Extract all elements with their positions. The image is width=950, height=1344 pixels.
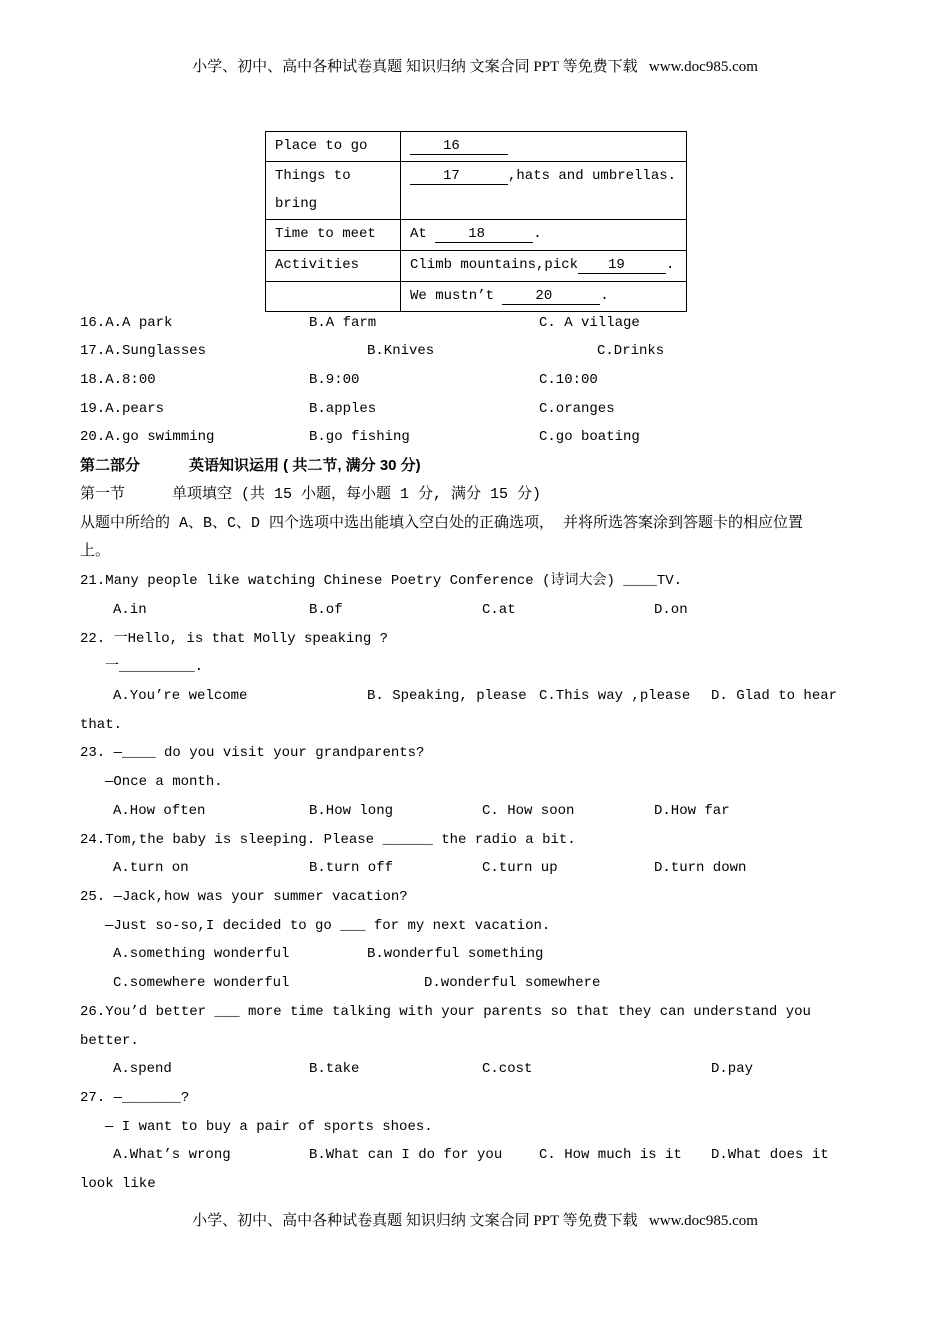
q25-options-row1 <box>0 940 950 969</box>
option-c: C.turn up <box>482 860 558 877</box>
option-b: B.of <box>309 601 343 618</box>
q27-continuation <box>0 1170 950 1199</box>
q25-reply <box>0 912 950 941</box>
option-a: A.in <box>113 601 147 618</box>
q25-stem <box>0 883 950 912</box>
option-b: B.go fishing <box>309 429 410 446</box>
option-d: D.How far <box>654 802 730 819</box>
q26-options <box>0 1055 950 1084</box>
value-text: . <box>600 288 609 304</box>
option-a <box>80 309 172 338</box>
option-c: C.cost <box>482 1061 533 1078</box>
row-label: Place to go <box>266 132 401 162</box>
instructions-line <box>0 538 950 567</box>
row-label: Things to bring <box>266 162 401 220</box>
q22-options <box>0 682 950 711</box>
q25-options-row2 <box>0 969 950 998</box>
option-b: B.take <box>309 1061 360 1078</box>
q24-stem <box>0 826 950 855</box>
value-text: . <box>666 257 675 273</box>
table-row <box>266 282 687 312</box>
option-b: B.turn off <box>309 860 394 877</box>
question-number: 19. <box>80 400 106 417</box>
q26-stem <box>0 998 950 1027</box>
question-number: 16. <box>80 314 106 331</box>
table-row <box>266 162 687 220</box>
option-d: D.pay <box>711 1061 754 1078</box>
option-b: B.wonderful something <box>367 946 544 963</box>
listening-options-19 <box>0 395 950 424</box>
option-a: A.How often <box>113 802 206 819</box>
row-value <box>401 251 687 282</box>
option-b: B.9:00 <box>309 372 360 389</box>
question-stem: 23. —____ do you visit your grandparents? <box>80 745 425 762</box>
value-text: . <box>533 226 542 242</box>
dialogue-reply: 一_________. <box>105 659 204 676</box>
option-d: D.on <box>654 601 688 618</box>
option-b: B.A farm <box>309 314 377 331</box>
option-a <box>80 395 164 424</box>
question-stem: 21.Many people like watching Chinese Poetry Conference (诗词大会) ____TV. <box>80 573 683 590</box>
q22-stem <box>0 625 950 654</box>
row-value <box>401 132 687 162</box>
option-d: D.turn down <box>654 860 747 877</box>
q21-options <box>0 596 950 625</box>
option-c: C.oranges <box>539 400 615 417</box>
option-b: B.apples <box>309 400 377 417</box>
question-stem: 26.You’d better ___ more time talking with your parents so that they can understand you <box>80 1003 811 1020</box>
listening-options-16 <box>0 309 950 338</box>
option-c: C.somewhere wonderful <box>113 975 290 992</box>
section-heading <box>0 481 950 510</box>
dialogue-reply: —Just so-so,I decided to go ___ for my next vacation. <box>105 917 551 934</box>
answer-blank: 17 <box>410 169 508 185</box>
q27-reply <box>0 1113 950 1142</box>
value-text: ,hats and umbrellas. <box>508 168 677 184</box>
answer-blank: 16 <box>410 139 508 155</box>
option-c: C.This way ,please <box>539 687 691 704</box>
option-c: C. How much is it <box>539 1147 682 1164</box>
option-d: D.What does it <box>711 1147 829 1164</box>
table-row <box>266 132 687 162</box>
table-row <box>266 220 687 251</box>
plan-table <box>265 131 687 312</box>
option-text: A.8:00 <box>105 372 156 389</box>
row-value <box>401 282 687 312</box>
row-value <box>401 220 687 251</box>
option-a <box>80 366 156 395</box>
option-a: A.You’re welcome <box>113 687 248 704</box>
option-b: B.What can I do for you <box>309 1147 503 1164</box>
question-number: 17. <box>80 343 106 360</box>
section-title: 单项填空 (共 15 小题，每小题 1 分, 满分 15 分) <box>172 485 542 503</box>
page-footer: 小学、初中、高中各种试卷真题 知识归纳 文案合同 PPT 等免费下载 www.doc985.com <box>192 1213 758 1229</box>
value-text: Climb mountains,pick <box>410 257 579 273</box>
instructions-line <box>0 510 950 539</box>
answer-blank: 19 <box>578 258 666 274</box>
part-title: 英语知识运用 ( 共二节, 满分 30 分) <box>189 457 421 475</box>
page-header: 小学、初中、高中各种试卷真题 知识归纳 文案合同 PPT 等免费下载 www.doc985.com <box>192 59 758 75</box>
listening-options-18 <box>0 366 950 395</box>
q26-continuation <box>0 1027 950 1056</box>
part-heading <box>0 452 950 481</box>
option-b: B. Speaking, please <box>367 687 527 704</box>
part-label: 第二部分 <box>80 457 141 475</box>
question-number: 20. <box>80 429 106 446</box>
q21-stem <box>0 567 950 596</box>
option-d: D.wonderful somewhere <box>424 975 601 992</box>
dialogue-reply: —Once a month. <box>105 774 223 791</box>
question-stem: 25. —Jack,how was your summer vacation? <box>80 888 408 905</box>
q23-stem <box>0 739 950 768</box>
option-text: A.go swimming <box>105 429 215 446</box>
option-d-continuation: look like <box>80 1176 156 1193</box>
question-stem: 27. —_______? <box>80 1090 190 1106</box>
q27-options <box>0 1141 950 1170</box>
q23-options <box>0 797 950 826</box>
option-d-continuation: that. <box>80 716 123 733</box>
option-b: B.Knives <box>367 343 435 360</box>
answer-blank: 18 <box>435 227 533 243</box>
row-value <box>401 162 687 220</box>
stem-continuation: better. <box>80 1032 139 1049</box>
row-label <box>266 282 401 312</box>
option-a: A.something wonderful <box>113 946 290 963</box>
option-c: C.10:00 <box>539 372 598 389</box>
option-d: D. Glad to hear <box>711 687 838 704</box>
q24-options <box>0 854 950 883</box>
row-label: Activities <box>266 251 401 282</box>
q22-continuation <box>0 711 950 740</box>
option-c: C.Drinks <box>597 343 665 360</box>
listening-options-20 <box>0 423 950 452</box>
instructions-text: 从题中所给的 A、B、C、D 四个选项中选出能填入空白处的正确选项， 并将所选答案涂到答题卡的相应位置 <box>80 514 804 532</box>
q23-reply <box>0 768 950 797</box>
option-a: A.What’s wrong <box>113 1147 231 1164</box>
question-number: 18. <box>80 372 106 389</box>
listening-options-17 <box>0 337 950 366</box>
answer-blank: 20 <box>502 289 600 305</box>
row-label: Time to meet <box>266 220 401 251</box>
option-c: C. A village <box>539 314 640 331</box>
option-c: C.at <box>482 601 516 618</box>
option-b: B.How long <box>309 802 394 819</box>
option-a <box>80 337 206 366</box>
option-text: A.Sunglasses <box>105 343 207 360</box>
option-text: A.A park <box>105 314 173 331</box>
dialogue-reply: — I want to buy a pair of sports shoes. <box>105 1118 433 1135</box>
question-stem: 24.Tom,the baby is sleeping. Please ______ the radio a bit. <box>80 831 576 848</box>
value-text: We mustn’t <box>410 288 503 304</box>
question-area <box>0 309 950 1199</box>
q22-reply <box>0 653 950 682</box>
value-text: At <box>410 226 436 242</box>
option-a: A.spend <box>113 1061 172 1078</box>
instructions-text: 上。 <box>80 543 111 561</box>
section-label: 第一节 <box>80 485 126 503</box>
q27-stem <box>0 1084 950 1113</box>
option-a: A.turn on <box>113 860 189 877</box>
option-a <box>80 423 214 452</box>
option-c: C.go boating <box>539 429 640 446</box>
option-c: C. How soon <box>482 802 575 819</box>
table-row <box>266 251 687 282</box>
option-text: A.pears <box>105 400 165 417</box>
question-stem: 22. 一Hello, is that Molly speaking ? <box>80 630 389 647</box>
